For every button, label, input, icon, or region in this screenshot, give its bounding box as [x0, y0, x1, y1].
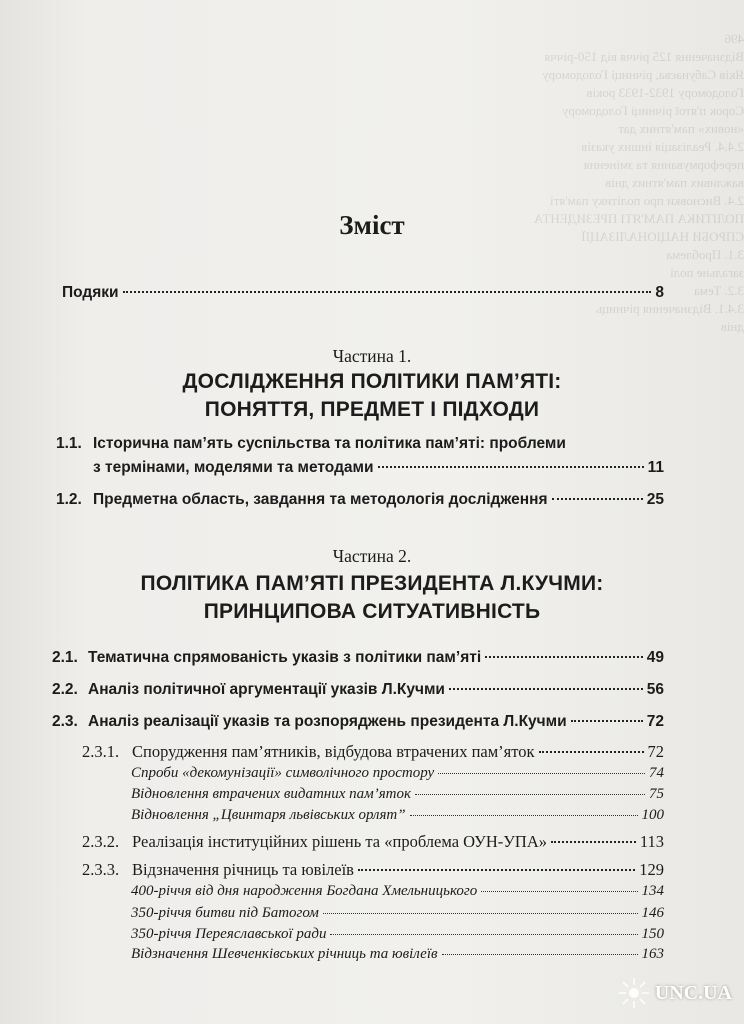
toc-entry-2-3-1[interactable]	[82, 742, 664, 762]
bleed-through-text: 496 Відзначення 125 річчя від 150-річчя Яків Сабунаєва, річниці Голодомору Голодомору 1932-1933 років Сорок п'ятої річниці Голодомору «нових» пам'ятних дат 2.4.4. Реалізація інших указів переформування та змінення важливих пам'ятних днів 2.4. Висновки про політику пам'яті ПОЛІТИКА ПАМ'ЯТІ ПРЕЗИДЕНТА СПРОБИ НАЦІОНАЛІЗАЦІЇ 3.1. Проблема загальне полі 3.2. Тема 3.4.1. Відзначення річниць днів	[533, 31, 744, 334]
toc-entry-number: 1.2.	[56, 491, 82, 508]
part-1-title: ДОСЛІДЖЕННЯ ПОЛІТИКИ ПАМ’ЯТІ: ПОНЯТТЯ, ПРЕДМЕТ І ПІДХОДИ	[182, 370, 562, 421]
toc-entry-label: Відновлення „Цвинтаря львівських орлят”	[131, 807, 406, 823]
toc-entry-2-1[interactable]	[52, 649, 664, 667]
dot-leader	[449, 688, 643, 690]
toc-entry-page: 25	[646, 491, 664, 508]
dot-leader	[481, 891, 637, 892]
toc-entry-label: Тематична спрямованість указів з політики пам’яті	[88, 649, 482, 666]
dot-leader	[330, 934, 637, 935]
toc-entry-label: Подяки	[62, 284, 119, 301]
toc-entry-label: Відновлення втрачених видатних пам’яток	[131, 786, 412, 802]
toc-entry-page: 8	[655, 284, 664, 301]
toc-entry-label: Аналіз політичної аргументації указів Л.Кучми	[88, 681, 445, 698]
watermark-text: UNC.UA	[654, 981, 732, 1004]
toc-entry-label: Предметна область, завдання та методологія дослідження	[93, 491, 548, 508]
toc-entry-page: 113	[639, 832, 664, 851]
watermark	[617, 976, 732, 1010]
toc-entry-label: з термінами, моделями та методами	[93, 459, 374, 476]
toc-entry-label: Відзначення річниць та ювілеїв	[132, 860, 354, 879]
toc-entry-page: 11	[647, 459, 664, 476]
toc-entry-page: 74	[649, 765, 664, 781]
toc-entry-page: 146	[641, 905, 664, 921]
toc-entry-number: 2.2.	[52, 681, 78, 698]
dot-leader	[378, 466, 644, 468]
toc-entry-1-1[interactable]	[93, 459, 664, 477]
toc-subentry[interactable]	[131, 883, 664, 900]
toc-entry-page: 49	[646, 649, 664, 666]
toc-entry-2-3-3[interactable]	[82, 860, 664, 880]
toc-subentry[interactable]	[131, 807, 664, 824]
toc-entry-number: 2.3.3.	[82, 860, 120, 879]
dot-leader	[123, 291, 652, 293]
toc-entry-label: Історична пам’ять суспільства та політика пам’яті: проблеми	[93, 435, 566, 452]
dot-leader	[485, 656, 643, 658]
toc-entry-page: 129	[639, 860, 664, 879]
toc-entry-label: 350-річчя битви під Батогом	[131, 905, 319, 921]
toc-entry-page: 150	[641, 926, 664, 942]
toc-entry-page: 75	[649, 786, 664, 802]
toc-entry-label: Спроби «декомунізації» символічного простору	[131, 765, 435, 781]
toc-entry-page: 72	[646, 713, 664, 730]
sunburst-icon	[617, 976, 651, 1010]
part-2-label: Частина 2.	[332, 546, 412, 566]
dot-leader	[552, 498, 643, 500]
toc-entry-label: 350-річчя Переяславської ради	[131, 926, 327, 942]
toc-subentry[interactable]	[131, 765, 664, 782]
toc-entry-1-2[interactable]	[56, 491, 664, 509]
toc-subentry[interactable]	[131, 905, 664, 922]
toc-entry-number: 1.1.	[56, 435, 82, 452]
toc-entry-number: 2.3.1.	[82, 742, 120, 761]
dot-leader	[539, 751, 644, 753]
toc-entry-2-2[interactable]	[52, 681, 664, 699]
toc-entry-acknowledgements[interactable]	[62, 284, 664, 302]
toc-entry-page: 134	[641, 883, 664, 899]
toc-subentry[interactable]	[131, 926, 664, 943]
toc-entry-1-1-line1[interactable]	[56, 435, 664, 453]
toc-entry-page: 163	[641, 946, 664, 962]
toc-entry-number: 2.3.2.	[82, 832, 120, 851]
part-2-title: ПОЛІТИКА ПАМ’ЯТІ ПРЕЗИДЕНТА Л.КУЧМИ: ПРИНЦИПОВА СИТУАТИВНІСТЬ	[140, 572, 604, 623]
toc-entry-label: Реалізація інституційних рішень та «проблема ОУН-УПА»	[132, 832, 547, 851]
dot-leader	[323, 913, 638, 914]
toc-entry-number: 2.3.	[52, 713, 78, 730]
toc-entry-page: 72	[647, 742, 664, 761]
toc-subentry[interactable]	[131, 946, 664, 963]
toc-entry-2-3[interactable]	[52, 713, 664, 731]
dot-leader	[358, 869, 635, 871]
toc-entry-label: Відзначення Шевченківських річниць та ювілеїв	[131, 946, 438, 962]
toc-entry-label: Аналіз реалізації указів та розпоряджень президента Л.Кучми	[88, 713, 567, 730]
part-1-label: Частина 1.	[332, 346, 412, 366]
dot-leader	[410, 815, 638, 816]
dot-leader	[551, 841, 636, 843]
toc-entry-page: 100	[641, 807, 664, 823]
dot-leader	[438, 773, 645, 774]
page-title: Зміст	[339, 210, 405, 240]
toc-entry-number: 2.1.	[52, 649, 78, 666]
toc-entry-label: Спорудження пам’ятників, відбудова втрачених пам’яток	[132, 742, 535, 761]
toc-entry-label: 400-річчя від дня народження Богдана Хмельницького	[131, 883, 478, 899]
dot-leader	[442, 954, 638, 955]
toc-entry-2-3-2[interactable]	[82, 832, 664, 852]
dot-leader	[415, 794, 645, 795]
dot-leader	[571, 720, 643, 722]
toc-entry-page: 56	[646, 681, 664, 698]
toc-subentry[interactable]	[131, 786, 664, 803]
